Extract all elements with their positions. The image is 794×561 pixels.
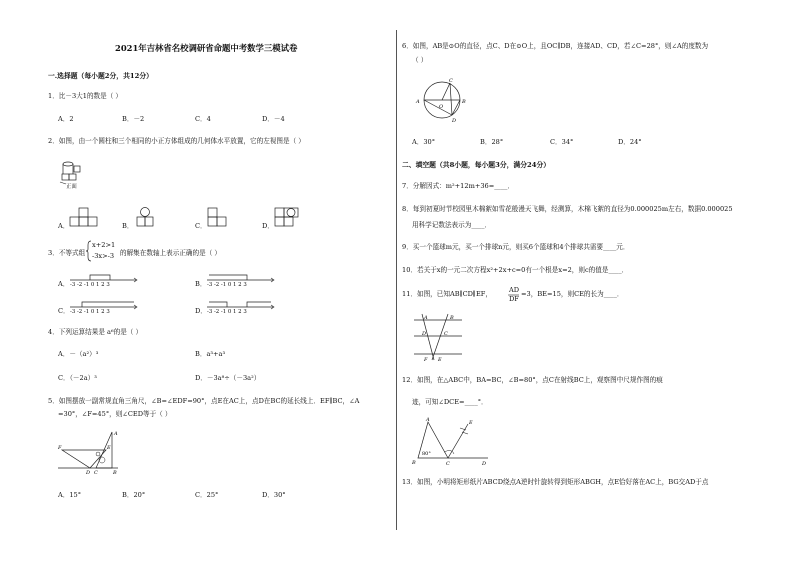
q8-line-2: 用科学记数法表示为____． xyxy=(412,221,492,229)
q5-label-b: B xyxy=(113,470,117,476)
q6-stem: 6．如图，AB是⊙O的直径，点C、D在⊙O上，且OC∥DB，连接AD、CD，若∠C=28°，则∠A的度数为 xyxy=(402,42,709,50)
q11-label-a: A xyxy=(424,315,428,321)
q1-stem: 1．比－3大1的数是（ ） xyxy=(48,92,123,100)
q3-option-a: A． xyxy=(58,280,70,288)
section-2-heading: 二、填空题（共8小题，每小题3分，满分24分） xyxy=(402,161,551,169)
q3-system-top: x+2>1 xyxy=(92,241,116,249)
q4-option-c: C．（－2a）³ xyxy=(58,374,97,382)
q2-option-d: D． xyxy=(262,222,274,230)
q1-option-c: C．4 xyxy=(195,115,211,123)
q2-front-label: 正面 xyxy=(66,184,77,190)
q3-stem-pre: 3．不等式组 xyxy=(48,249,86,257)
q6-option-d: D．24° xyxy=(618,138,642,146)
q6-label-c: C xyxy=(449,78,453,84)
section-1-heading: 一.选择题（每小题2分，共12分） xyxy=(48,72,153,80)
q5-label-e: E xyxy=(107,445,111,451)
q12-label-c: C xyxy=(446,461,450,467)
q2-option-c-view xyxy=(208,205,230,229)
q3-a-ticks: -3 -2 -1 0 1 2 3 xyxy=(70,282,110,288)
q11-fraction-num: AD xyxy=(509,286,520,294)
q11-label-f: F xyxy=(424,357,428,363)
q6-label-a: A xyxy=(416,99,420,105)
q4-stem: 4．下列运算结果是 a⁶的是（ ） xyxy=(48,328,143,336)
q2-option-c: C． xyxy=(195,222,207,230)
q6-label-o: O xyxy=(439,104,444,110)
q11-stem-post: =3，BE=15，则CE的长为____． xyxy=(521,290,624,298)
q11-stem-pre: 11．如图，已知AB∥CD∥EF， xyxy=(402,290,492,298)
q12-label-b: B xyxy=(412,460,416,466)
q5-option-d: D．30° xyxy=(262,491,286,499)
q12-triangle-figure xyxy=(412,418,492,466)
q5-line-1: 5．如图摆放一副常规直角三角尺，∠B=∠EDF=90°，点E在AC上，点D在BC的延长线上．EF∥BC，∠A xyxy=(48,397,360,405)
q2-option-b: B． xyxy=(122,222,134,230)
q3-c-ticks: -3 -2 -1 0 1 2 3 xyxy=(70,309,110,315)
q7: 7．分解因式：m²+12m+36=____． xyxy=(402,182,515,190)
q5-option-c: C．25° xyxy=(195,491,219,499)
q12-angle-label: 80° xyxy=(422,451,431,457)
q12-line-2: 迹，可知∠DCE=____°． xyxy=(412,398,488,406)
q11-label-d: D xyxy=(422,331,427,337)
q6-label-b: B xyxy=(462,99,466,105)
q13: 13．如图，小明将矩形纸片ABCD绕点A逆时针旋转得到矩形ABGH，点E恰好落在AC上，BG交AD于点 xyxy=(402,478,709,486)
q4-option-d: D．－3a⁸÷（－3a²） xyxy=(195,374,261,382)
q4-option-b: B．a³+a³ xyxy=(195,350,226,358)
q5-triangle-figure xyxy=(58,428,128,476)
q6-circle-figure xyxy=(412,76,472,124)
q2-option-b-view xyxy=(137,205,159,229)
q11-fraction-den: DF xyxy=(509,295,519,303)
q4-option-a: A．－（a²）³ xyxy=(58,350,99,358)
q5-option-b: B．20° xyxy=(122,491,146,499)
q5-option-a: A．15° xyxy=(58,491,82,499)
q2-option-d-view xyxy=(275,205,305,229)
q12-label-e: E xyxy=(469,420,473,426)
q6-option-a: A．30° xyxy=(412,138,436,146)
q12-label-d: D xyxy=(482,461,487,467)
q8-line-1: 8．每到初夏时节校园里木棉絮如雪花般漫天飞舞，经测算，木棉飞絮的直径为0.000025m左右，数据0.000025 xyxy=(402,205,733,213)
q6-option-b: B．28° xyxy=(480,138,504,146)
q11-label-e: E xyxy=(438,357,442,363)
q6-paren: （ ） xyxy=(412,56,428,64)
q1-option-d: D．－4 xyxy=(262,115,285,123)
q5-label-f: F xyxy=(58,445,62,451)
q11-label-c: C xyxy=(444,331,448,337)
q5-line-2: =30°，∠F=45°，则∠CED等于（ ） xyxy=(58,410,172,418)
q9: 9．买一个篮球m元，买一个排球n元，则买6个篮球和4个排球共需要____元． xyxy=(402,243,630,251)
q5-label-c: C xyxy=(94,470,98,476)
q11-parallel-figure xyxy=(412,312,464,362)
q1-option-a: A．2 xyxy=(58,115,74,123)
q2-option-a: A． xyxy=(58,222,70,230)
q3-b-ticks: -3 -2 -1 0 1 2 3 xyxy=(207,282,247,288)
q12-label-a: A xyxy=(426,417,430,423)
q3-d-ticks: -3 -2 -1 0 1 2 3 xyxy=(207,309,247,315)
q3-stem-post: 的解集在数轴上表示正确的是（ ） xyxy=(120,249,222,257)
q3-option-b: B． xyxy=(195,280,207,288)
q6-option-c: C．34° xyxy=(550,138,574,146)
q10: 10．若关于x的一元二次方程x²+2x+c=0有一个根是x=2，则c的值是____． xyxy=(402,266,629,274)
page-title: 2021年吉林省名校调研省命题中考数学三模试卷 xyxy=(115,43,298,53)
q2-stem: 2．如图，由一个圆柱和三个相同的小正方体组成的几何体水平放置，它的左视图是（ ） xyxy=(48,137,305,145)
q5-label-d: D xyxy=(86,470,91,476)
q6-label-d: D xyxy=(452,118,457,124)
q3-system-bottom: -3x>-3 xyxy=(92,252,115,260)
q1-option-b: B．－2 xyxy=(122,115,145,123)
q11-label-b: B xyxy=(450,315,454,321)
q5-label-a: A xyxy=(114,431,118,437)
column-divider xyxy=(396,30,397,530)
q3-option-c: C． xyxy=(58,307,70,315)
q2-option-a-view xyxy=(70,205,100,229)
q3-option-d: D． xyxy=(195,307,207,315)
q12-line-1: 12．如图，在△ABC中，BA=BC，∠B=80°，点C在射线BC上，观察图中尺规作图的痕 xyxy=(402,376,663,384)
